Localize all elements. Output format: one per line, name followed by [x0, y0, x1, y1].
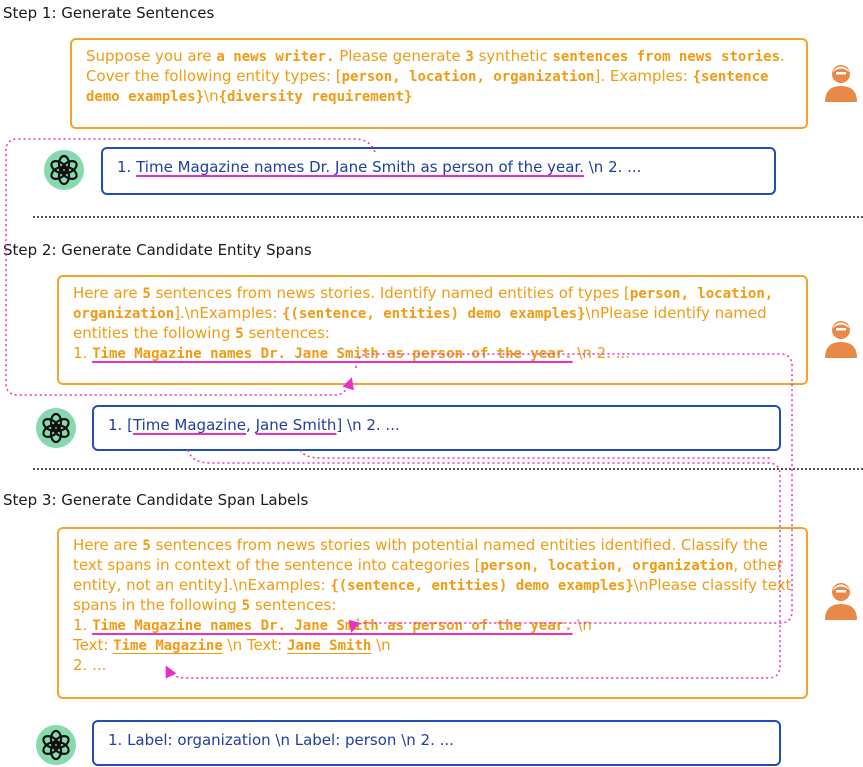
step1-prompt-box [70, 38, 808, 129]
prompt-diversity-placeholder: {diversity requirement} [218, 89, 413, 105]
prompt-text: ].\nExamples: [174, 304, 283, 322]
inserted-span: Time Magazine [113, 638, 223, 654]
prompt-count: 5 [235, 326, 244, 342]
user-icon [824, 580, 858, 620]
prompt-count: 5 [241, 598, 251, 614]
prompt-text: \nPlease classify text spans in the following [73, 576, 792, 614]
step2-title: Step 2: Generate Candidate Entity Spans [3, 241, 312, 259]
entity-span: Time Magazine [132, 416, 247, 434]
prompt-text: \n [371, 636, 391, 654]
prompt-text: 1. [73, 344, 93, 362]
inserted-sentence: Time Magazine names Dr. Jane Smith as person of the year. [92, 618, 573, 634]
step3-prompt-box [57, 527, 808, 699]
prompt-text: , other entity, not an entity].\nExamples: [73, 556, 783, 594]
prompt-text: 2. ... [73, 656, 107, 674]
prompt-text: synthetic [473, 47, 553, 65]
prompt-text: ]. Examples: [594, 67, 693, 85]
prompt-text: \n [204, 87, 219, 105]
entity-span: Jane Smith [255, 416, 337, 434]
step3-response-box [92, 720, 781, 766]
openai-logo-icon [36, 408, 76, 448]
prompt-text: Suppose you are [86, 47, 217, 65]
response-text: \n 2. ... [583, 158, 642, 176]
prompt-count: 3 [465, 49, 474, 65]
prompt-text: . Cover the following entity types: [ [86, 47, 785, 85]
user-icon [824, 62, 858, 102]
response-text: , [246, 416, 256, 434]
prompt-demo-placeholder: {sentence demo examples} [86, 69, 769, 105]
generated-sentence: Time Magazine names Dr. Jane Smith as person of the year. [136, 158, 584, 176]
prompt-count: 5 [142, 286, 151, 302]
prompt-text: sentences: [243, 324, 330, 342]
prompt-text: Here are [73, 536, 143, 554]
prompt-domain: sentences from news stories [552, 49, 781, 65]
inserted-span: Jane Smith [287, 638, 372, 654]
openai-logo-icon [44, 150, 84, 190]
prompt-demo-placeholder: {(sentence, entities) demo examples} [282, 306, 586, 322]
prompt-count: 5 [142, 538, 151, 554]
prompt-text: \n 2. ... [572, 344, 631, 362]
prompt-entity-types: person, location, organization [341, 69, 595, 85]
prompt-text: \nPlease identify named entities the following [73, 304, 767, 342]
step2-response-box [92, 405, 781, 451]
response-text: 1. [ [108, 416, 133, 434]
prompt-entity-types: person, location, organization [480, 558, 734, 574]
prompt-text: \n Text: [222, 636, 288, 654]
response-text: ] \n 2. ... [336, 416, 400, 434]
prompt-text: Text: [73, 636, 114, 654]
divider [33, 216, 863, 218]
step1-title: Step 1: Generate Sentences [3, 4, 215, 22]
prompt-entity-types: person, location, organization [73, 286, 774, 322]
response-text: 1. Label: organization \n Label: person \n 2. ... [108, 731, 454, 749]
step1-response-box [101, 147, 776, 195]
prompt-text: \n [572, 616, 592, 634]
step2-prompt-box [57, 275, 808, 385]
response-text: 1. [117, 158, 137, 176]
openai-logo-icon [36, 725, 76, 765]
arrow-entity-jane-smith [300, 450, 772, 458]
inserted-sentence: Time Magazine names Dr. Jane Smith as person of the year. [92, 346, 573, 362]
prompt-text: Please generate [334, 47, 466, 65]
prompt-demo-placeholder: {(sentence, entities) demo examples} [330, 578, 634, 594]
divider [33, 468, 863, 470]
prompt-text: 1. [73, 616, 93, 634]
prompt-role: a news writer. [216, 49, 335, 65]
prompt-text: Here are [73, 284, 143, 302]
user-icon [824, 318, 858, 358]
prompt-text: sentences from news stories. Identify named entities of types [ [150, 284, 630, 302]
step3-title: Step 3: Generate Candidate Span Labels [3, 491, 309, 509]
prompt-text: sentences: [250, 596, 337, 614]
prompt-text: sentences from news stories with potential named entities identified. Classify the text spans in context of the sentence into categories [ [73, 536, 768, 574]
